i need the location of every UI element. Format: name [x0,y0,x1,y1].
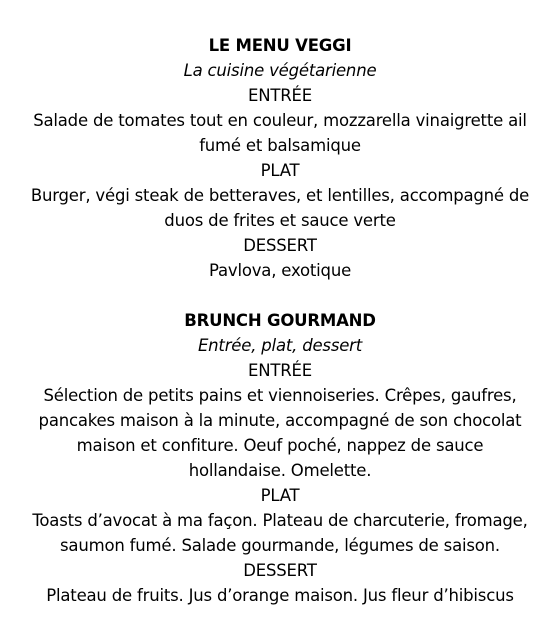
course-description-line: Pavlova, exotique [208,261,352,280]
menu-subtitle: La cuisine végétarienne [183,61,377,80]
course-description-line: pancakes maison à la minute, accompagné de son chocolat [38,411,522,430]
menu-veggi [14,33,546,283]
course-label-entree: ENTRÉE [248,86,312,105]
course-description-line: duos de frites et sauce verte [164,211,396,230]
course-description-line: Burger, végi steak de betteraves, et lentilles, accompagné de [30,186,530,205]
course-description-line: maison et confiture. Oeuf poché, nappez de sauce [76,436,484,455]
menu-subtitle: Entrée, plat, dessert [197,336,363,355]
course-label-dessert: DESSERT [243,236,317,255]
menu-brunch [14,308,546,608]
course-description-line: saumon fumé. Salade gourmande, légumes de saison. [60,536,500,555]
course-label-plat: PLAT [260,486,300,505]
course-description-line: Sélection de petits pains et viennoiseries. Crêpes, gaufres, [43,386,517,405]
course-description-line: Toasts d’avocat à ma façon. Plateau de charcuterie, fromage, [32,511,528,530]
course-label-dessert: DESSERT [243,561,317,580]
section-divider-space [14,283,546,308]
course-description-line: fumé et balsamique [199,136,361,155]
course-description-line: Plateau de fruits. Jus d’orange maison. Jus fleur d’hibiscus [46,586,514,605]
course-description-line: hollandaise. Omelette. [188,461,372,480]
course-label-entree: ENTRÉE [248,361,312,380]
menu-title: LE MENU VEGGI [208,36,352,55]
course-description-line: Salade de tomates tout en couleur, mozzarella vinaigrette ail [33,111,527,130]
menu-title: BRUNCH GOURMAND [184,311,376,330]
course-label-plat: PLAT [260,161,300,180]
